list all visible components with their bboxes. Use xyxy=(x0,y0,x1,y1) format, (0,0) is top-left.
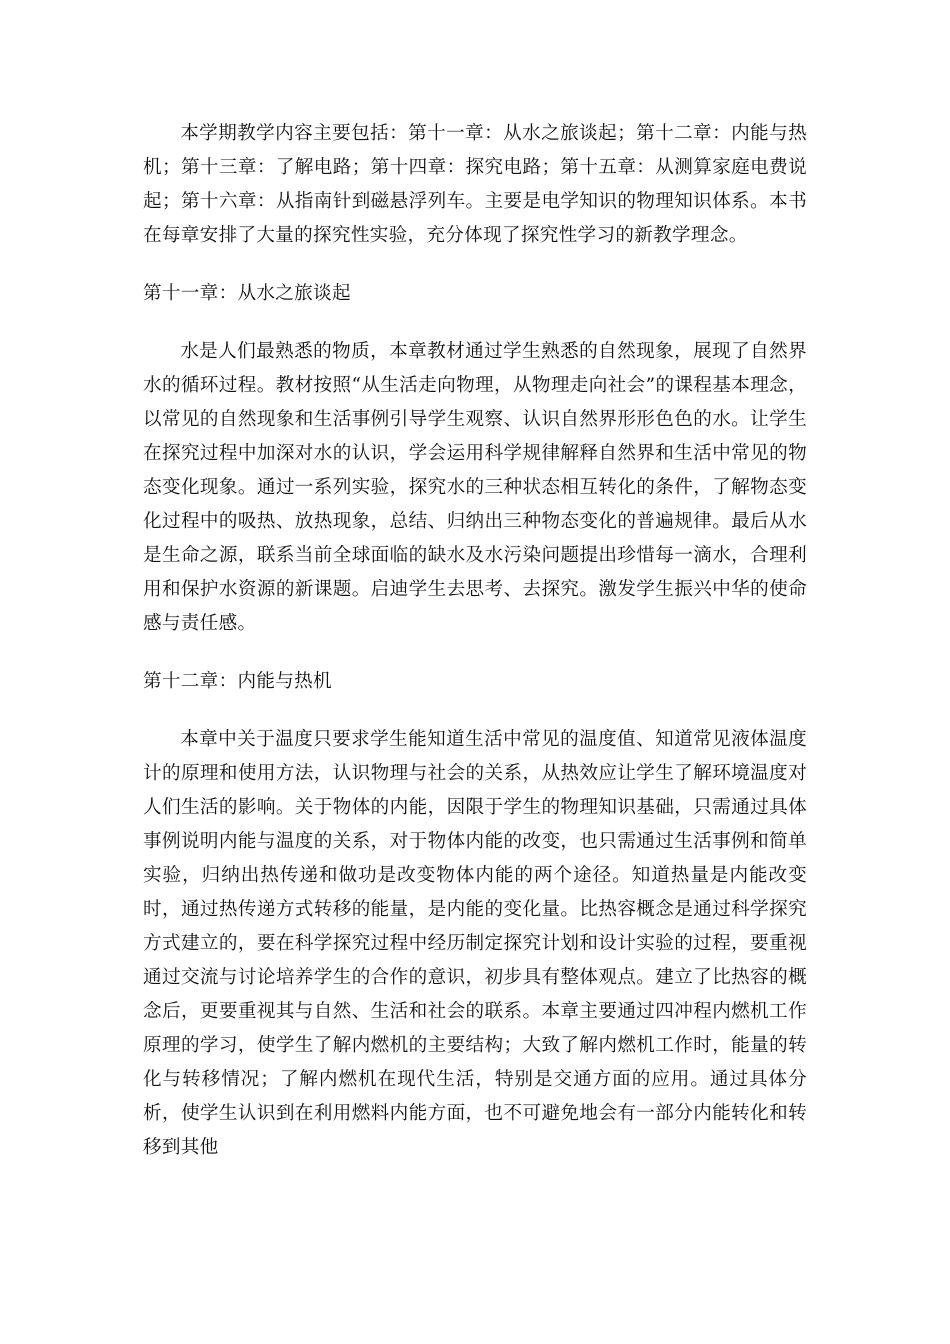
document-body xyxy=(143,117,807,1165)
section-heading-chapter-12: 第十二章：内能与热机 xyxy=(143,671,332,692)
intro-paragraph: 本学期教学内容主要包括：第十一章：从水之旅谈起；第十二章：内能与热机；第十三章：了解电路；第十四章：探究电路；第十五章：从测算家庭电费说起；第十六章：从指南针到磁悬浮列车。主要是电学知识的物理知识体系。本书在每章安排了大量的探究性实验，充分体现了探究性学习的新教学理念。 xyxy=(143,123,807,246)
section-heading-chapter-11: 第十一章：从水之旅谈起 xyxy=(143,283,351,304)
section-paragraph-chapter-12: 本章中关于温度只要求学生能知道生活中常见的温度值、知道常见液体温度计的原理和使用方法，认识物理与社会的关系，从热效应让学生了解环境温度对人们生活的影响。关于物体的内能，因限于学生的物理知识基础，只需通过具体事例说明内能与温度的关系，对于物体内能的改变，也只需通过生活事例和简单实验，归纳出热传递和做功是改变物体内能的两个途径。知道热量是内能改变时，通过热传递方式转移的能量，是内能的变化量。比热容概念是通过科学探究方式建立的，要在科学探究过程中经历制定探究计划和设计实验的过程，要重视通过交流与讨论培养学生的合作的意识，初步具有整体观点。建立了比热容的概念后，更要重视其与自然、生活和社会的联系。本章主要通过四冲程内燃机工作原理的学习，使学生了解内燃机的主要结构；大致了解内燃机工作时，能量的转化与转移情况；了解内燃机在现代生活，特别是交通方面的应用。通过具体分析，使学生认识到在利用燃料内能方面，也不可避免地会有一部分内能转化和转移到其他 xyxy=(143,729,807,1158)
section-paragraph-chapter-11: 水是人们最熟悉的物质，本章教材通过学生熟悉的自然现象，展现了自然界水的循环过程。教材按照“从生活走向物理，从物理走向社会”的课程基本理念，以常见的自然现象和生活事例引导学生观察、认识自然界形形色色的水。让学生在探究过程中加深对水的认识，学会运用科学规律解释自然界和生活中常见的物态变化现象。通过一系列实验，探究水的三种状态相互转化的条件，了解物态变化过程中的吸热、放热现象，总结、归纳出三种物态变化的普遍规律。最后从水是生命之源，联系当前全球面临的缺水及水污染问题提出珍惜每一滴水，合理利用和保护水资源的新课题。启迪学生去思考、去探究。激发学生振兴中华的使命感与责任感。 xyxy=(143,341,807,634)
